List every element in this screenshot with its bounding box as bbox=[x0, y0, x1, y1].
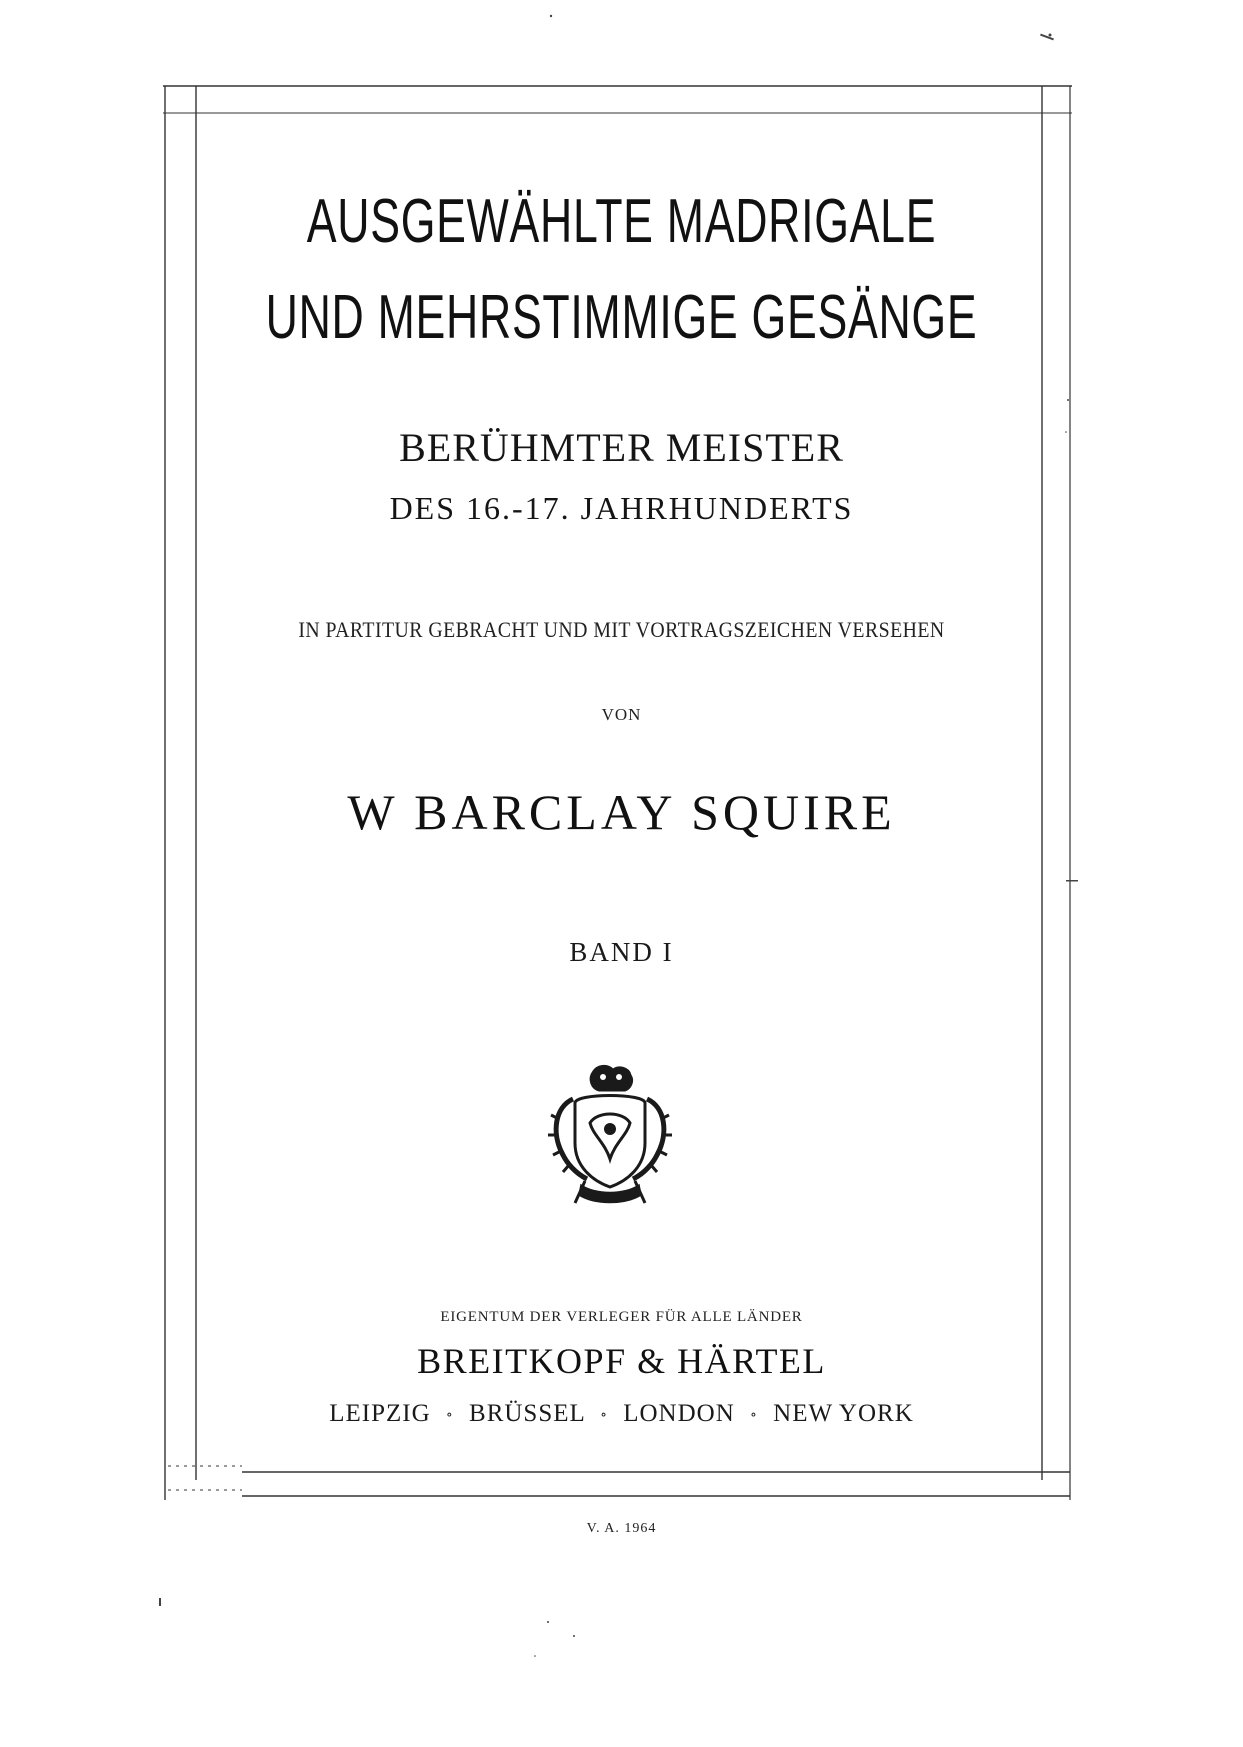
by-label: VON bbox=[601, 705, 642, 724]
rights-notice: EIGENTUM DER VERLEGER FÜR ALLE LÄNDER bbox=[440, 1309, 803, 1325]
editorial-note: IN PARTITUR GEBRACHT UND MIT VORTRAGSZEICHEN VERSEHEN bbox=[298, 617, 945, 642]
city-new-york: NEW YORK bbox=[773, 1400, 914, 1427]
publisher-emblem-icon bbox=[545, 1063, 675, 1208]
subtitle-line-2: DES 16.-17. JAHRHUNDERTS bbox=[389, 490, 854, 526]
author-name: W BARCLAY SQUIRE bbox=[347, 784, 896, 840]
plate-number: V. A. 1964 bbox=[586, 1521, 657, 1536]
publisher-cities bbox=[0, 1400, 1243, 1428]
city-leipzig: LEIPZIG bbox=[329, 1400, 431, 1427]
subtitle-line-1: BERÜHMTER MEISTER bbox=[399, 425, 844, 470]
city-separator-icon: ∘ bbox=[750, 1407, 758, 1423]
publisher-name: BREITKOPF & HÄRTEL bbox=[417, 1341, 826, 1381]
city-separator-icon: ∘ bbox=[600, 1407, 608, 1423]
city-brussel: BRÜSSEL bbox=[469, 1400, 585, 1427]
main-title-line-2: UND MEHRSTIMMIGE GESÄNGE bbox=[265, 283, 978, 352]
city-separator-icon: ∘ bbox=[445, 1407, 454, 1423]
main-title-line-1: AUSGEWÄHLTE MADRIGALE bbox=[306, 187, 937, 256]
volume-label: BAND I bbox=[569, 937, 674, 967]
city-london: LONDON bbox=[623, 1400, 735, 1427]
